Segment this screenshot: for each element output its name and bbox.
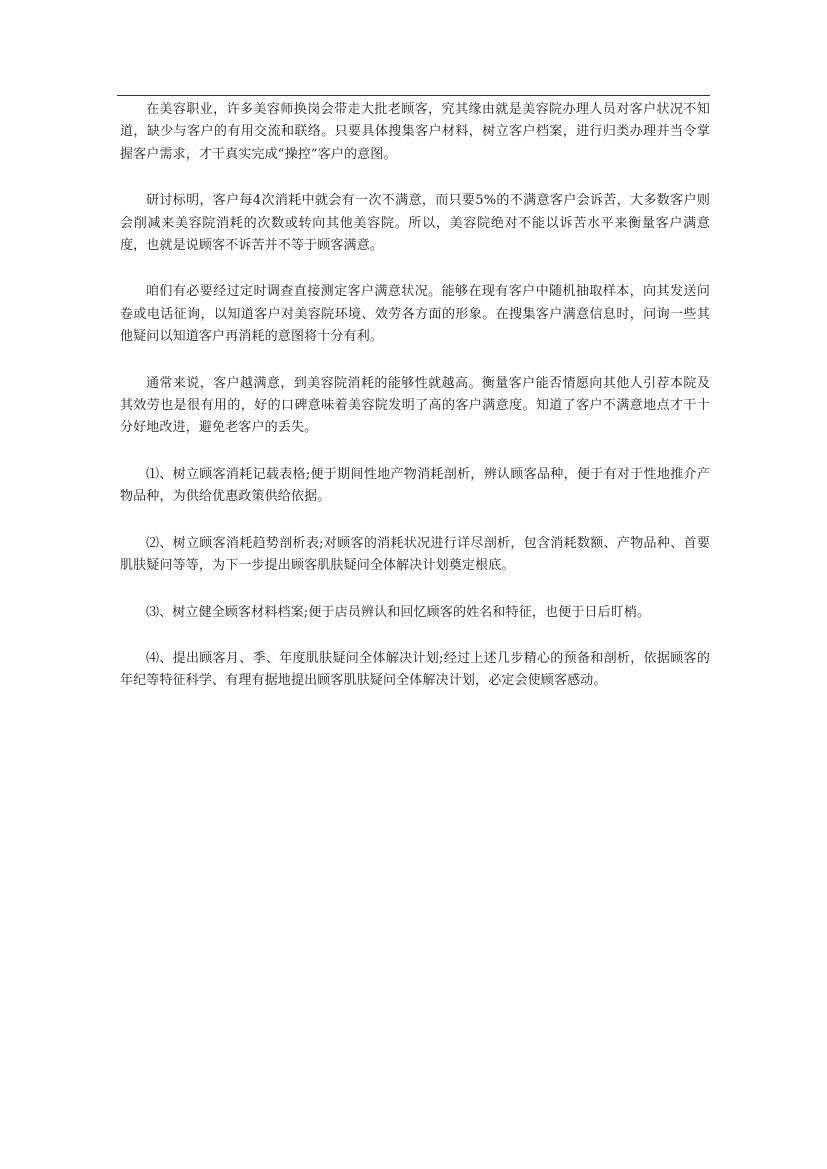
list-item: ⑶、树立健全顾客材料档案;便于店员辨认和回忆顾客的姓名和特征，也便于日后盯梢。 [146,604,651,620]
paragraph: 咱们有必要经过定时调查直接测定客户满意状况。能够在现有客户中随机抽取样本，向其发送问卷或电话征询，以知道客户对美容院环境、效劳各方面的形象。在搜集客户满意信息时，问询一些其他疑问以知道客户再消耗的意图将十分有利。 [120,284,710,345]
list-item: ⑴、树立顾客消耗记载表格;便于期间性地产物消耗剖析，辨认顾客品种，便于有对于性地推介产物品种，为供给优惠政策供给依据。 [120,466,710,505]
header-rule [117,95,710,96]
document-body [120,99,710,717]
list-item: ⑵、树立顾客消耗趋势剖析表;对顾客的消耗状况进行详尽剖析，包含消耗数额、产物品种、首要肌肤疑问等等，为下一步提出顾客肌肤疑问全体解决计划奠定根底。 [120,535,710,574]
paragraph: 通常来说，客户越满意，到美容院消耗的能够性就越高。衡量客户能否情愿向其他人引荐本院及其效劳也是很有用的，好的口碑意味着美容院发明了高的客户满意度。知道了客户不满意地点才干十分好地改进，避免老客户的丢失。 [120,375,710,436]
paragraph: 研讨标明，客户每4次消耗中就会有一次不满意，而只要5%的不满意客户会诉苦，大多数客户则会削减来美容院消耗的次数或转向其他美容院。所以，美容院绝对不能以诉苦水平来衡量客户满意度，也就是说顾客不诉苦并不等于顾客满意。 [120,193,710,254]
list-item: ⑷、提出顾客月、季、年度肌肤疑问全体解决计划;经过上述几步精心的预备和剖析，依据顾客的年纪等特征科学、有理有据地提出顾客肌肤疑问全体解决计划，必定会使顾客感动。 [120,650,710,689]
paragraph: 在美容职业，许多美容师换岗会带走大批老顾客，究其缘由就是美容院办理人员对客户状况不知道，缺少与客户的有用交流和联络。只要具体搜集客户材料，树立客户档案，进行归类办理并当令掌握客户需求，才干真实完成“操控”客户的意图。 [120,102,710,162]
